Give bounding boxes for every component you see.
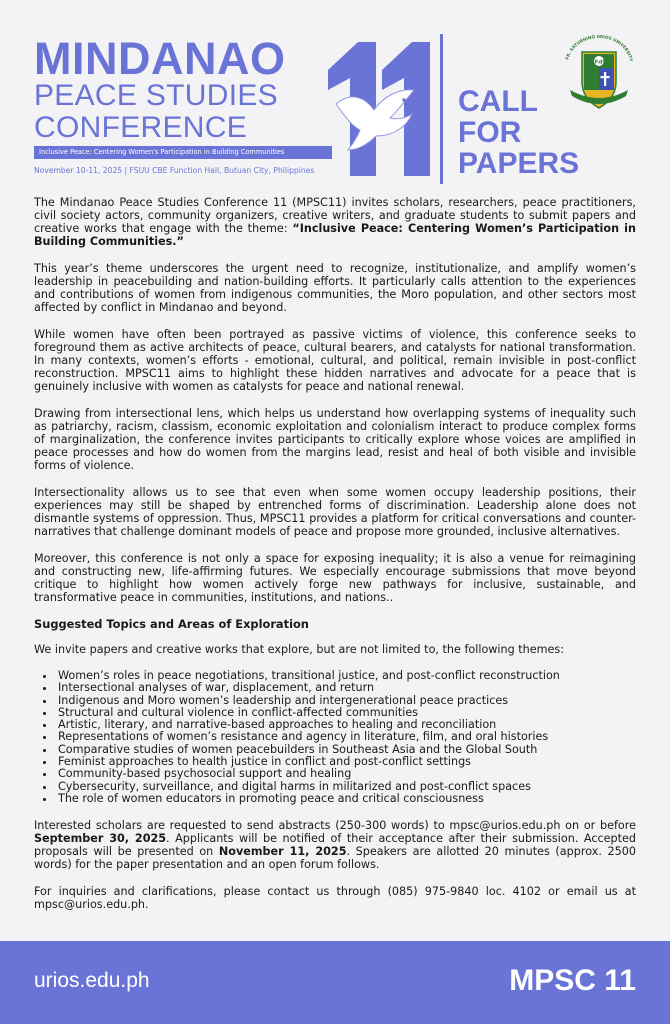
papers-word: PAPERS: [458, 147, 580, 180]
event-dateline: November 10-11, 2025 | FSUU CBE Function Hall, Butuan City, Philippines: [34, 166, 315, 175]
intro-paragraph: [34, 196, 636, 248]
theme-paragraph: This year’s theme underscores the urgent need to recognize, institutionalize, and amplify women’s leadership in peacebuilding and nation-building efforts. It particularly calls attention to the experiences and contributions of women from indigenous communities, the Moro population, and other sectors most affected by conflict in Mindanao and beyond.: [34, 262, 636, 314]
topic-item: • Indigenous and Moro women’s leadership and intergenerational peace practices: [56, 695, 636, 707]
abstract-deadline: September 30, 2025: [34, 832, 167, 846]
submission-text-b: . Applicants will be notified of their acceptance after their submission. Accepted proposals will be presented on: [34, 832, 636, 859]
topic-item: • Structural and cultural violence in conflict-affected communities: [56, 707, 636, 719]
women-architects-paragraph: While women have often been portrayed as passive victims of violence, this conference seeks to foreground them as active architects of peace, cultural bearers, and catalysts for national transformation. In many contexts, women’s efforts - emotional, cultural, and political, remain invisible in post-conflict reconstruction. MPSC11 aims to highlight these hidden narratives and advocate for a peace that is genuinely inclusive with women as catalysts for peace and national renewal.: [34, 328, 636, 393]
for-word: FOR: [458, 116, 522, 149]
poster-footer: [0, 941, 670, 1024]
topic-item: • Comparative studies of women peacebuilders in Southeast Asia and the Global South: [56, 744, 636, 756]
topic-item: • Women’s roles in peace negotiations, transitional justice, and post-conflict reconstruction: [56, 670, 636, 682]
title-peace-studies: PEACE STUDIES: [34, 79, 278, 112]
contact-paragraph: For inquiries and clarifications, please contact us through (085) 975-9840 loc. 4102 or email us at mpsc@urios.edu.ph.: [34, 885, 636, 912]
topic-item: • Representations of women’s resistance and agency in literature, film, and oral histories: [56, 731, 636, 743]
topics-intro: We invite papers and creative works that explore, but are not limited to, the following themes:: [34, 643, 565, 656]
call-word: CALL: [458, 85, 538, 118]
submission-text-a: Interested scholars are requested to send abstracts (250-300 words) to mpsc@urios.edu.ph on or before: [34, 819, 636, 833]
reimagining-paragraph: Moreover, this conference is not only a space for exposing inequality; it is also a venue for reimagining and constructing new, life-affirming futures. We especially encourage submissions that move beyond critique to highlight how women actively forge new pathways for inclusive, sustainable, and transformative peace in communities, institutions, and nations..: [34, 552, 636, 604]
topic-item: • Cybersecurity, surveillance, and digital harms in militarized and post-conflict spaces: [56, 781, 636, 793]
presentation-date: November 11, 2025: [218, 845, 347, 859]
header-divider: [440, 34, 443, 184]
theme-banner: Inclusive Peace: Centering Women's Participation in Building Communities: [34, 146, 332, 159]
topic-item: • Artistic, literary, and narrative-based approaches to healing and reconciliation: [56, 719, 636, 731]
intersectionality-paragraph: Intersectionality allows us to see that even when some women occupy leadership positions, their experiences may still be shaped by entrenched forms of discrimination. Leadership alone does not dismantle systems of oppression. Thus, MPSC11 provides a platform for critical conversations and counter-narratives that challenge dominant models of peace and propose more grounded, inclusive alternatives.: [34, 486, 636, 538]
intersectional-lens-paragraph: Drawing from intersectional lens, which helps us understand how overlapping systems of inequality such as patriarchy, racism, classism, economic exploitation and colonialism interact to produce complex forms of marginalization, the conference invites participants to critically explore whose voices are amplified in peace processes and how do women from the margins lead, resist and heal of both visible and invisible forms of violence.: [34, 407, 636, 472]
university-seal-logo: [560, 34, 638, 112]
poster-header: [0, 0, 670, 190]
topics-heading: Suggested Topics and Areas of Exploration: [34, 617, 309, 631]
eleven-dove-graphic: [324, 38, 434, 178]
topics-list: [34, 670, 636, 805]
topic-item: • Feminist approaches to health justice in conflict and post-conflict settings: [56, 756, 636, 768]
topic-item: • The role of women educators in promoting peace and critical consciousness: [56, 793, 636, 805]
title-conference: CONFERENCE: [34, 111, 248, 144]
topic-item: • Community-based psychosocial support and healing: [56, 768, 636, 780]
title-mindanao: MINDANAO: [34, 33, 286, 84]
submission-text-c: . Speakers are allotted 20 minutes (approx. 2500 words) for the paper presentation and an open forum follows.: [34, 845, 636, 872]
intro-text: The Mindanao Peace Studies Conference 11 (MPSC11) invites scholars, researchers, peace practitioners, civil society actors, community organizers, creative writers, and graduate students to submit papers and creative works that engage with the theme:: [34, 196, 636, 235]
submission-paragraph: [34, 819, 636, 871]
topic-item: • Intersectional analyses of war, displacement, and return: [56, 682, 636, 694]
svg-text:FR. SATURNINO URIOS UNIVERSITY: FR. SATURNINO URIOS UNIVERSITY: [564, 34, 634, 62]
conference-theme: “Inclusive Peace: Centering Women’s Participation in Building Communities.”: [34, 222, 636, 248]
poster-body: [34, 196, 636, 925]
website-link[interactable]: urios.edu.ph: [34, 969, 150, 992]
conference-mark: MPSC 11: [509, 964, 636, 997]
svg-text:FdS: FdS: [594, 59, 607, 66]
